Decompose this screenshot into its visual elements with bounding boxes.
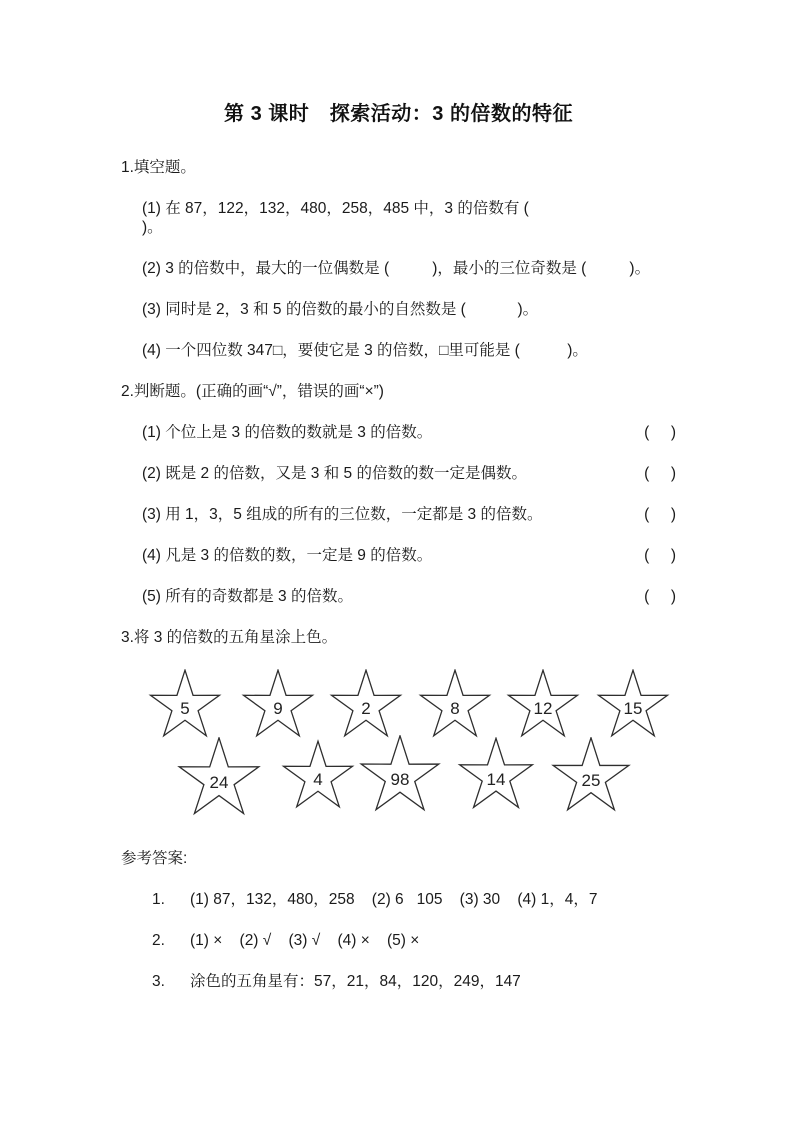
star-number: 12 xyxy=(533,699,553,719)
judge-item-2-text: (2) 既是 2 的倍数，又是 3 和 5 的倍数的数一定是偶数。 xyxy=(142,465,527,482)
star-number: 4 xyxy=(313,770,323,790)
answer-line-2-text: (1) × (2) √ (3) √ (4) × (5) × xyxy=(190,932,420,949)
star-12 xyxy=(506,669,580,741)
judge-item-5-bracket: ( ) xyxy=(644,588,676,605)
judge-item-2-bracket: ( ) xyxy=(644,465,676,482)
judge-item-3-bracket: ( ) xyxy=(644,506,676,523)
star-2 xyxy=(329,669,403,741)
star-24 xyxy=(174,737,264,819)
answer-line-2-number: 2. xyxy=(152,932,165,949)
section-judge-heading: 2.判断题。(正确的画“√”，错误的画“×”) xyxy=(121,383,384,400)
star-4 xyxy=(281,739,355,813)
fill-item-4: (4) 一个四位数 347□，要使它是 3 的倍数，□里可能是 ( )。 xyxy=(142,342,588,359)
star-9 xyxy=(241,669,315,741)
fill-item-1: (1) 在 87，122，132，480，258，485 中，3 的倍数有 ( )。 xyxy=(142,200,693,236)
answer-line-2 xyxy=(121,931,676,950)
judge-item-5-text: (5) 所有的奇数都是 3 的倍数。 xyxy=(142,588,353,605)
judge-item-1-text: (1) 个位上是 3 的倍数的数就是 3 的倍数。 xyxy=(142,424,433,441)
fill-item-2: (2) 3 的倍数中，最大的一位偶数是 ( )，最小的三位奇数是 ( )。 xyxy=(142,260,651,277)
answer-line-1-number: 1. xyxy=(152,891,165,908)
star-98 xyxy=(356,735,444,815)
answer-line-3-text: 涂色的五角星有：57，21，84，120，249，147 xyxy=(190,973,521,990)
answer-line-3 xyxy=(121,972,676,991)
star-14 xyxy=(457,737,535,813)
star-number: 24 xyxy=(209,772,229,792)
star-number: 25 xyxy=(581,770,601,790)
fill-item-3: (3) 同时是 2，3 和 5 的倍数的最小的自然数是 ( )。 xyxy=(142,301,539,318)
judge-item-4-text: (4) 凡是 3 的倍数的数，一定是 9 的倍数。 xyxy=(142,547,433,564)
star-number: 14 xyxy=(486,769,506,789)
page-title: 第 3 课时 探索活动：3 的倍数的特征 xyxy=(224,103,573,125)
star-number: 2 xyxy=(361,699,371,719)
judge-item-3-text: (3) 用 1，3，5 组成的所有的三位数，一定都是 3 的倍数。 xyxy=(142,506,543,523)
answers-heading: 参考答案: xyxy=(121,850,188,867)
judge-item-3 xyxy=(121,505,676,524)
star-number: 8 xyxy=(450,699,460,719)
answer-line-1 xyxy=(121,890,676,909)
judge-item-2 xyxy=(121,464,676,483)
section-stars-heading: 3.将 3 的倍数的五角星涂上色。 xyxy=(121,629,338,646)
star-field xyxy=(119,669,676,821)
star-number: 5 xyxy=(180,699,190,719)
judge-item-1 xyxy=(121,423,676,442)
judge-item-5 xyxy=(121,587,676,606)
star-5 xyxy=(148,669,222,741)
answer-line-3-number: 3. xyxy=(152,973,165,990)
judge-item-4 xyxy=(121,546,676,565)
star-25 xyxy=(547,737,635,815)
star-8 xyxy=(418,669,492,741)
star-number: 98 xyxy=(390,769,410,789)
judge-item-1-bracket: ( ) xyxy=(644,424,676,441)
answer-line-1-text: (1) 87，132，480，258 (2) 6 105 (3) 30 (4) 1，4，7 xyxy=(190,891,598,908)
section-fill-heading: 1.填空题。 xyxy=(121,159,196,176)
star-15 xyxy=(596,669,670,741)
star-number: 9 xyxy=(273,699,283,719)
star-number: 15 xyxy=(623,699,643,719)
judge-item-4-bracket: ( ) xyxy=(644,547,676,564)
